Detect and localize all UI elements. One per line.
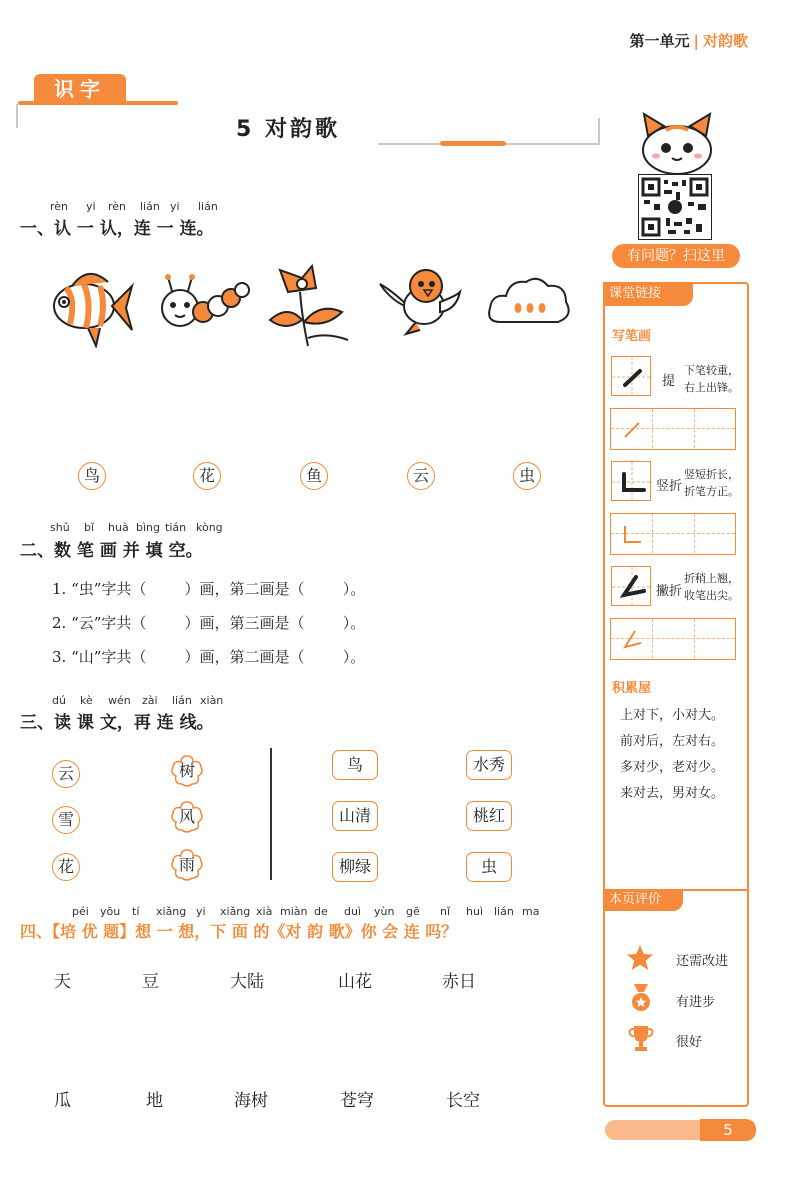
pair-word-top[interactable]: 赤日 — [442, 972, 476, 992]
pair-word-top[interactable]: 山花 — [338, 972, 372, 992]
match-word-box[interactable]: 桃红 — [466, 801, 512, 831]
jilei-line: 前对后，左对右。 — [620, 734, 725, 749]
pinyin: gē — [406, 905, 420, 918]
pinyin: lián — [172, 694, 192, 707]
stroke-trace-icon — [611, 409, 653, 449]
match-char-circle[interactable]: 云 — [407, 462, 435, 490]
pinyin: shǔ — [50, 521, 70, 534]
eval-tag: 本页评价 — [603, 889, 683, 911]
pinyin: bìng — [136, 521, 160, 534]
pinyin: kòng — [196, 521, 223, 534]
stroke-sample-box — [611, 356, 651, 396]
practice-grid[interactable] — [610, 408, 736, 450]
pinyin: yi — [196, 905, 206, 918]
pair-word-top[interactable]: 天 — [54, 972, 71, 992]
stroke-shuzhe-icon — [612, 462, 652, 502]
pair-word-bottom[interactable]: 海树 — [234, 1091, 268, 1111]
stroke-tip — [684, 570, 739, 604]
stroke-piezhe-icon — [612, 567, 652, 607]
stroke-name: 竖折 — [656, 479, 683, 494]
stroke-sample-box — [611, 566, 651, 606]
flower-char-text: 风 — [178, 807, 195, 826]
match-char-circle[interactable]: 雪 — [52, 806, 80, 834]
pinyin: ma — [522, 905, 540, 918]
title-bracket — [16, 104, 18, 128]
match-char-circle[interactable]: 云 — [52, 760, 80, 788]
pinyin: yi — [86, 200, 96, 213]
match-word-box[interactable]: 鸟 — [332, 750, 378, 780]
stroke-tip-line: 下笔较重， — [684, 364, 739, 377]
pinyin: kè — [80, 694, 93, 707]
eval-label: 很好 — [676, 1035, 703, 1050]
jilei-title: 积累屋 — [612, 681, 652, 696]
match-char-circle[interactable]: 花 — [193, 462, 221, 490]
pair-word-bottom[interactable]: 瓜 — [54, 1091, 71, 1111]
pinyin: de — [314, 905, 328, 918]
pinyin: yi — [170, 200, 180, 213]
pinyin: lián — [494, 905, 514, 918]
stroke-ti-icon — [612, 357, 652, 397]
caterpillar-picture — [158, 272, 250, 338]
stroke-name: 撇折 — [656, 584, 683, 599]
pinyin: dú — [52, 694, 66, 707]
classroom-link-tag: 课堂链接 — [603, 282, 693, 306]
q1-heading: 一、认 一 认，连 一 连。 — [20, 219, 214, 239]
pinyin: huì — [466, 905, 483, 918]
practice-grid[interactable] — [610, 513, 736, 555]
pinyin: rèn — [50, 200, 69, 213]
pinyin: xiǎng — [156, 905, 187, 918]
stroke-sample-box — [611, 461, 651, 501]
pinyin: rèn — [108, 200, 127, 213]
q3-divider — [270, 748, 272, 880]
qr-code-icon[interactable] — [638, 174, 712, 240]
pinyin: lián — [198, 200, 218, 213]
fish-picture — [48, 262, 134, 348]
pinyin: nǐ — [440, 905, 451, 918]
pinyin: yōu — [100, 905, 121, 918]
stroke-trace-icon — [611, 514, 653, 554]
pair-word-top[interactable]: 豆 — [142, 972, 159, 992]
match-char-circle[interactable]: 花 — [52, 853, 80, 881]
pinyin: bǐ — [84, 521, 95, 534]
trophy-icon[interactable] — [628, 1024, 654, 1052]
pinyin: zài — [142, 694, 158, 707]
match-char-circle[interactable]: 鱼 — [300, 462, 328, 490]
pinyin: lián — [140, 200, 160, 213]
medal-icon[interactable] — [630, 984, 652, 1012]
stroke-tip-line: 竖短折长， — [684, 468, 739, 481]
lesson-title: 5 对韵歌 — [236, 117, 340, 142]
strokes-title: 写笔画 — [612, 329, 652, 344]
unit-label: 第一单元 — [629, 32, 690, 50]
header-divider: | — [693, 32, 699, 50]
page-number: 5 — [700, 1119, 756, 1141]
match-char-circle[interactable]: 虫 — [513, 462, 541, 490]
pair-word-bottom[interactable]: 苍穹 — [340, 1091, 374, 1111]
pinyin: duì — [344, 905, 362, 918]
match-word-box[interactable]: 虫 — [466, 852, 512, 882]
flower-char-text: 雨 — [178, 855, 195, 874]
pinyin: xià — [256, 905, 273, 918]
jilei-line: 来对去，男对女。 — [620, 786, 725, 801]
flower-char-text: 树 — [178, 761, 195, 780]
match-word-box[interactable]: 山清 — [332, 801, 378, 831]
section-tag: 识字 — [34, 74, 126, 104]
pair-word-bottom[interactable]: 地 — [146, 1091, 163, 1111]
jilei-line: 上对下，小对大。 — [620, 708, 725, 723]
match-char-circle[interactable]: 鸟 — [78, 462, 106, 490]
q2-line: 1. “虫”字共（ ）画，第二画是（ ）。 — [52, 580, 366, 598]
practice-grid[interactable] — [610, 618, 736, 660]
stroke-trace-icon — [611, 619, 653, 659]
pinyin: miàn — [280, 905, 308, 918]
pinyin: huà — [108, 521, 129, 534]
match-word-box[interactable]: 水秀 — [466, 750, 512, 780]
match-char-flower[interactable] — [170, 848, 204, 882]
q2-line: 3. “山”字共（ ）画，第二画是（ ）。 — [52, 648, 366, 666]
match-char-flower[interactable] — [170, 800, 204, 834]
section-tag-underline — [18, 101, 178, 105]
q2-heading: 二、数 笔 画 并 填 空。 — [20, 541, 203, 561]
jilei-line: 多对少，老对少。 — [620, 760, 725, 775]
lesson-name-label: 对韵歌 — [702, 32, 748, 50]
cat-mascot-icon — [636, 112, 718, 176]
stroke-tip-line: 折笔方正。 — [684, 485, 739, 498]
pinyin: tián — [165, 521, 187, 534]
cloud-picture — [486, 272, 572, 336]
q2-line: 2. “云”字共（ ）画，第三画是（ ）。 — [52, 614, 366, 632]
stroke-tip — [684, 362, 739, 396]
stroke-tip-line: 折稍上翘， — [684, 572, 739, 585]
title-rule-end — [598, 118, 600, 145]
stroke-tip-line: 收笔出尖。 — [684, 589, 739, 602]
stroke-tip-line: 右上出锋。 — [684, 381, 739, 394]
match-char-flower[interactable] — [170, 754, 204, 788]
q3-heading: 三、读 课 文，再 连 线。 — [20, 713, 214, 733]
pinyin: péi — [72, 905, 89, 918]
pinyin: yùn — [374, 905, 395, 918]
pair-word-top[interactable]: 大陆 — [230, 972, 264, 992]
match-word-box[interactable]: 柳绿 — [332, 852, 378, 882]
pinyin: wén — [108, 694, 131, 707]
eval-label: 有进步 — [676, 995, 716, 1010]
stroke-name: 提 — [662, 374, 676, 389]
star-icon[interactable] — [626, 944, 654, 972]
pair-word-bottom[interactable]: 长空 — [446, 1091, 480, 1111]
pinyin: xiàn — [200, 694, 224, 707]
unit-header — [629, 30, 748, 51]
pinyin: xiǎng — [220, 905, 251, 918]
bird-picture — [376, 262, 462, 346]
pinyin: tí — [132, 905, 140, 918]
eval-label: 还需改进 — [676, 954, 729, 969]
flower-picture — [268, 262, 352, 348]
q4-heading: 四、【培 优 题】想 一 想，下 面 的《对 韵 歌》你 会 连 吗？ — [20, 922, 458, 941]
qr-help-label[interactable]: 有问题？扫这里 — [612, 244, 740, 268]
title-rule-accent — [440, 141, 506, 146]
stroke-tip — [684, 466, 739, 500]
